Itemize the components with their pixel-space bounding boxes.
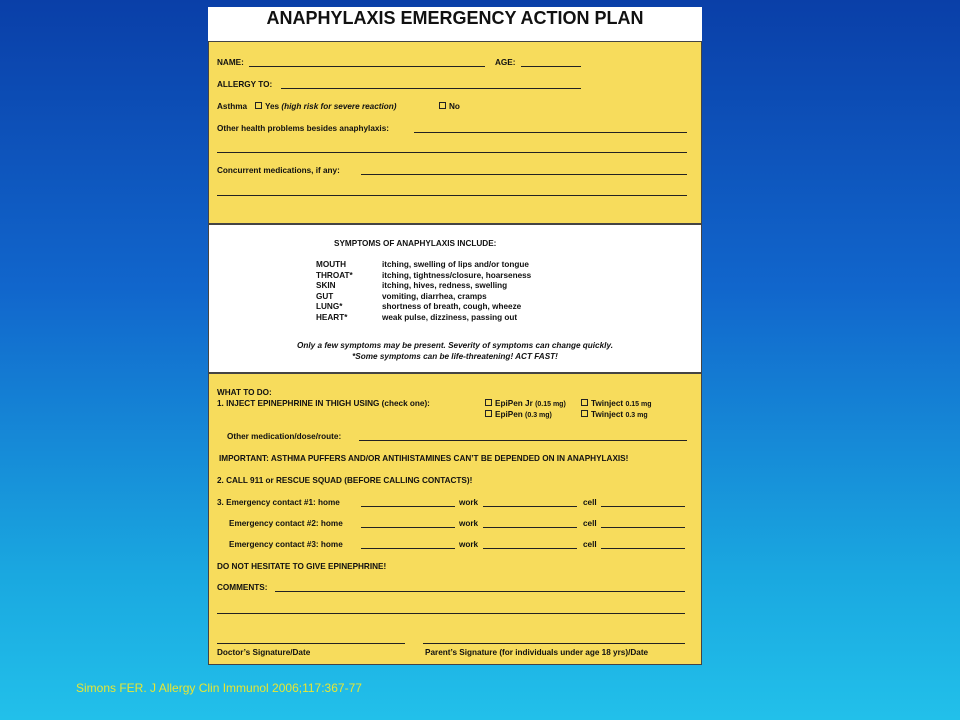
contact-1-label: 3. Emergency contact #1: home [217, 498, 340, 507]
checkbox-icon[interactable] [581, 399, 588, 406]
twinject-03-dose: 0.3 mg [625, 412, 648, 419]
asthma-no-label: No [449, 102, 460, 111]
checkbox-icon[interactable] [439, 102, 446, 109]
checkbox-icon[interactable] [255, 102, 262, 109]
name-label: NAME: [217, 58, 244, 67]
allergy-label: ALLERGY TO: [217, 80, 273, 89]
comments-field[interactable] [275, 591, 685, 592]
asthma-yes-label: Yes [265, 102, 280, 111]
symptom-area: HEART* [316, 312, 348, 322]
symptom-desc: shortness of breath, cough, wheeze [382, 302, 522, 311]
twinject-03-option[interactable] [581, 410, 648, 421]
symptom-area: LUNG* [316, 302, 343, 311]
age-label: AGE: [495, 58, 516, 67]
other-medication-label: Other medication/dose/route: [227, 432, 342, 441]
step-1-inject: 1. INJECT EPINEPHRINE IN THIGH USING (check one): [217, 399, 430, 408]
no-hesitate-note: DO NOT HESITATE TO GIVE EPINEPHRINE! [217, 562, 387, 571]
parent-signature-label: Parent’s Signature (for individuals under age 18 yrs)/Date [425, 648, 649, 657]
asthma-yes-note: (high risk for severe reaction) [281, 102, 397, 111]
comments-label: COMMENTS: [217, 583, 268, 592]
symptom-desc: itching, hives, redness, swelling [382, 281, 508, 290]
checkbox-icon[interactable] [485, 410, 492, 417]
contact-2-work-label: work [459, 519, 479, 528]
asthma-no-option[interactable] [439, 102, 460, 112]
checkbox-icon[interactable] [581, 410, 588, 417]
symptom-desc: weak pulse, dizziness, passing out [382, 312, 518, 322]
symptom-area: SKIN [316, 281, 336, 290]
twinject-015-dose: 0.15 mg [625, 401, 652, 408]
symptoms-heading: SYMPTOMS OF ANAPHYLAXIS INCLUDE: [334, 239, 497, 248]
medications-field-2[interactable] [217, 195, 687, 196]
actions-panel [208, 373, 702, 665]
form-title: ANAPHYLAXIS EMERGENCY ACTION PLAN [266, 8, 644, 28]
contact-2-cell-label: cell [583, 519, 597, 528]
twinject-03-label: Twinject [591, 410, 624, 419]
contact-3-cell-field[interactable] [601, 548, 685, 549]
epipen-option[interactable] [485, 410, 552, 421]
contact-1-work-field[interactable] [483, 506, 577, 507]
contact-3-work-label: work [459, 540, 479, 549]
parent-signature-field[interactable] [423, 643, 685, 644]
other-health-label: Other health problems besides anaphylaxis: [217, 124, 389, 133]
symptom-desc: itching, tightness/closure, hoarseness [382, 270, 532, 280]
doctor-signature-label: Doctor’s Signature/Date [217, 648, 311, 657]
important-note: IMPORTANT: ASTHMA PUFFERS AND/OR ANTIHISTAMINES CAN’T BE DEPENDED ON IN ANAPHYLAXIS! [219, 454, 629, 463]
patient-info-panel [208, 41, 702, 224]
symptom-area: GUT [316, 291, 334, 301]
other-medication-field[interactable] [359, 440, 687, 441]
asthma-label: Asthma [217, 102, 248, 111]
twinject-015-label: Twinject [591, 399, 624, 408]
other-health-field-2[interactable] [217, 152, 687, 153]
contact-3-label: Emergency contact #3: home [229, 540, 343, 549]
contact-2-label: Emergency contact #2: home [229, 519, 343, 528]
other-health-field[interactable] [414, 132, 687, 133]
contact-1-cell-field[interactable] [601, 506, 685, 507]
twinject-015-option[interactable] [581, 399, 652, 410]
contact-1-home-field[interactable] [361, 506, 455, 507]
citation: Simons FER. J Allergy Clin Immunol 2006;117:367-77 [76, 681, 362, 695]
medications-label: Concurrent medications, if any: [217, 166, 340, 175]
contact-1-work-label: work [459, 498, 479, 507]
contact-3-home-field[interactable] [361, 548, 455, 549]
symptom-area: THROAT* [316, 270, 353, 280]
doctor-signature-field[interactable] [217, 643, 405, 644]
contact-2-work-field[interactable] [483, 527, 577, 528]
symptom-desc: vomiting, diarrhea, cramps [382, 291, 487, 301]
symptom-desc: itching, swelling of lips and/or tongue [382, 260, 529, 269]
contact-2-cell-field[interactable] [601, 527, 685, 528]
symptoms-note-1: Only a few symptoms may be present. Severity of symptoms can change quickly. [297, 341, 613, 350]
medications-field[interactable] [361, 174, 687, 175]
name-field[interactable] [249, 66, 485, 67]
contact-3-work-field[interactable] [483, 548, 577, 549]
allergy-field[interactable] [281, 88, 581, 89]
epipen-dose: (0.3 mg) [525, 412, 552, 419]
checkbox-icon[interactable] [485, 399, 492, 406]
epipen-jr-label: EpiPen Jr [495, 399, 533, 408]
epipen-jr-option[interactable] [485, 399, 566, 410]
age-field[interactable] [521, 66, 581, 67]
epipen-jr-dose: (0.15 mg) [535, 401, 566, 408]
symptoms-panel [208, 224, 702, 373]
symptom-area: MOUTH [316, 260, 347, 269]
what-to-do-heading: WHAT TO DO: [217, 388, 272, 397]
step-2-call: 2. CALL 911 or RESCUE SQUAD (BEFORE CALLING CONTACTS)! [217, 476, 473, 485]
contact-2-home-field[interactable] [361, 527, 455, 528]
asthma-yes-option[interactable] [255, 102, 397, 112]
contact-3-cell-label: cell [583, 540, 597, 549]
action-plan-form [208, 7, 702, 665]
epipen-label: EpiPen [495, 410, 523, 419]
symptoms-note-2: *Some symptoms can be life-threatening! ACT FAST! [352, 352, 558, 361]
comments-field-2[interactable] [217, 613, 685, 614]
contact-1-cell-label: cell [583, 498, 597, 507]
